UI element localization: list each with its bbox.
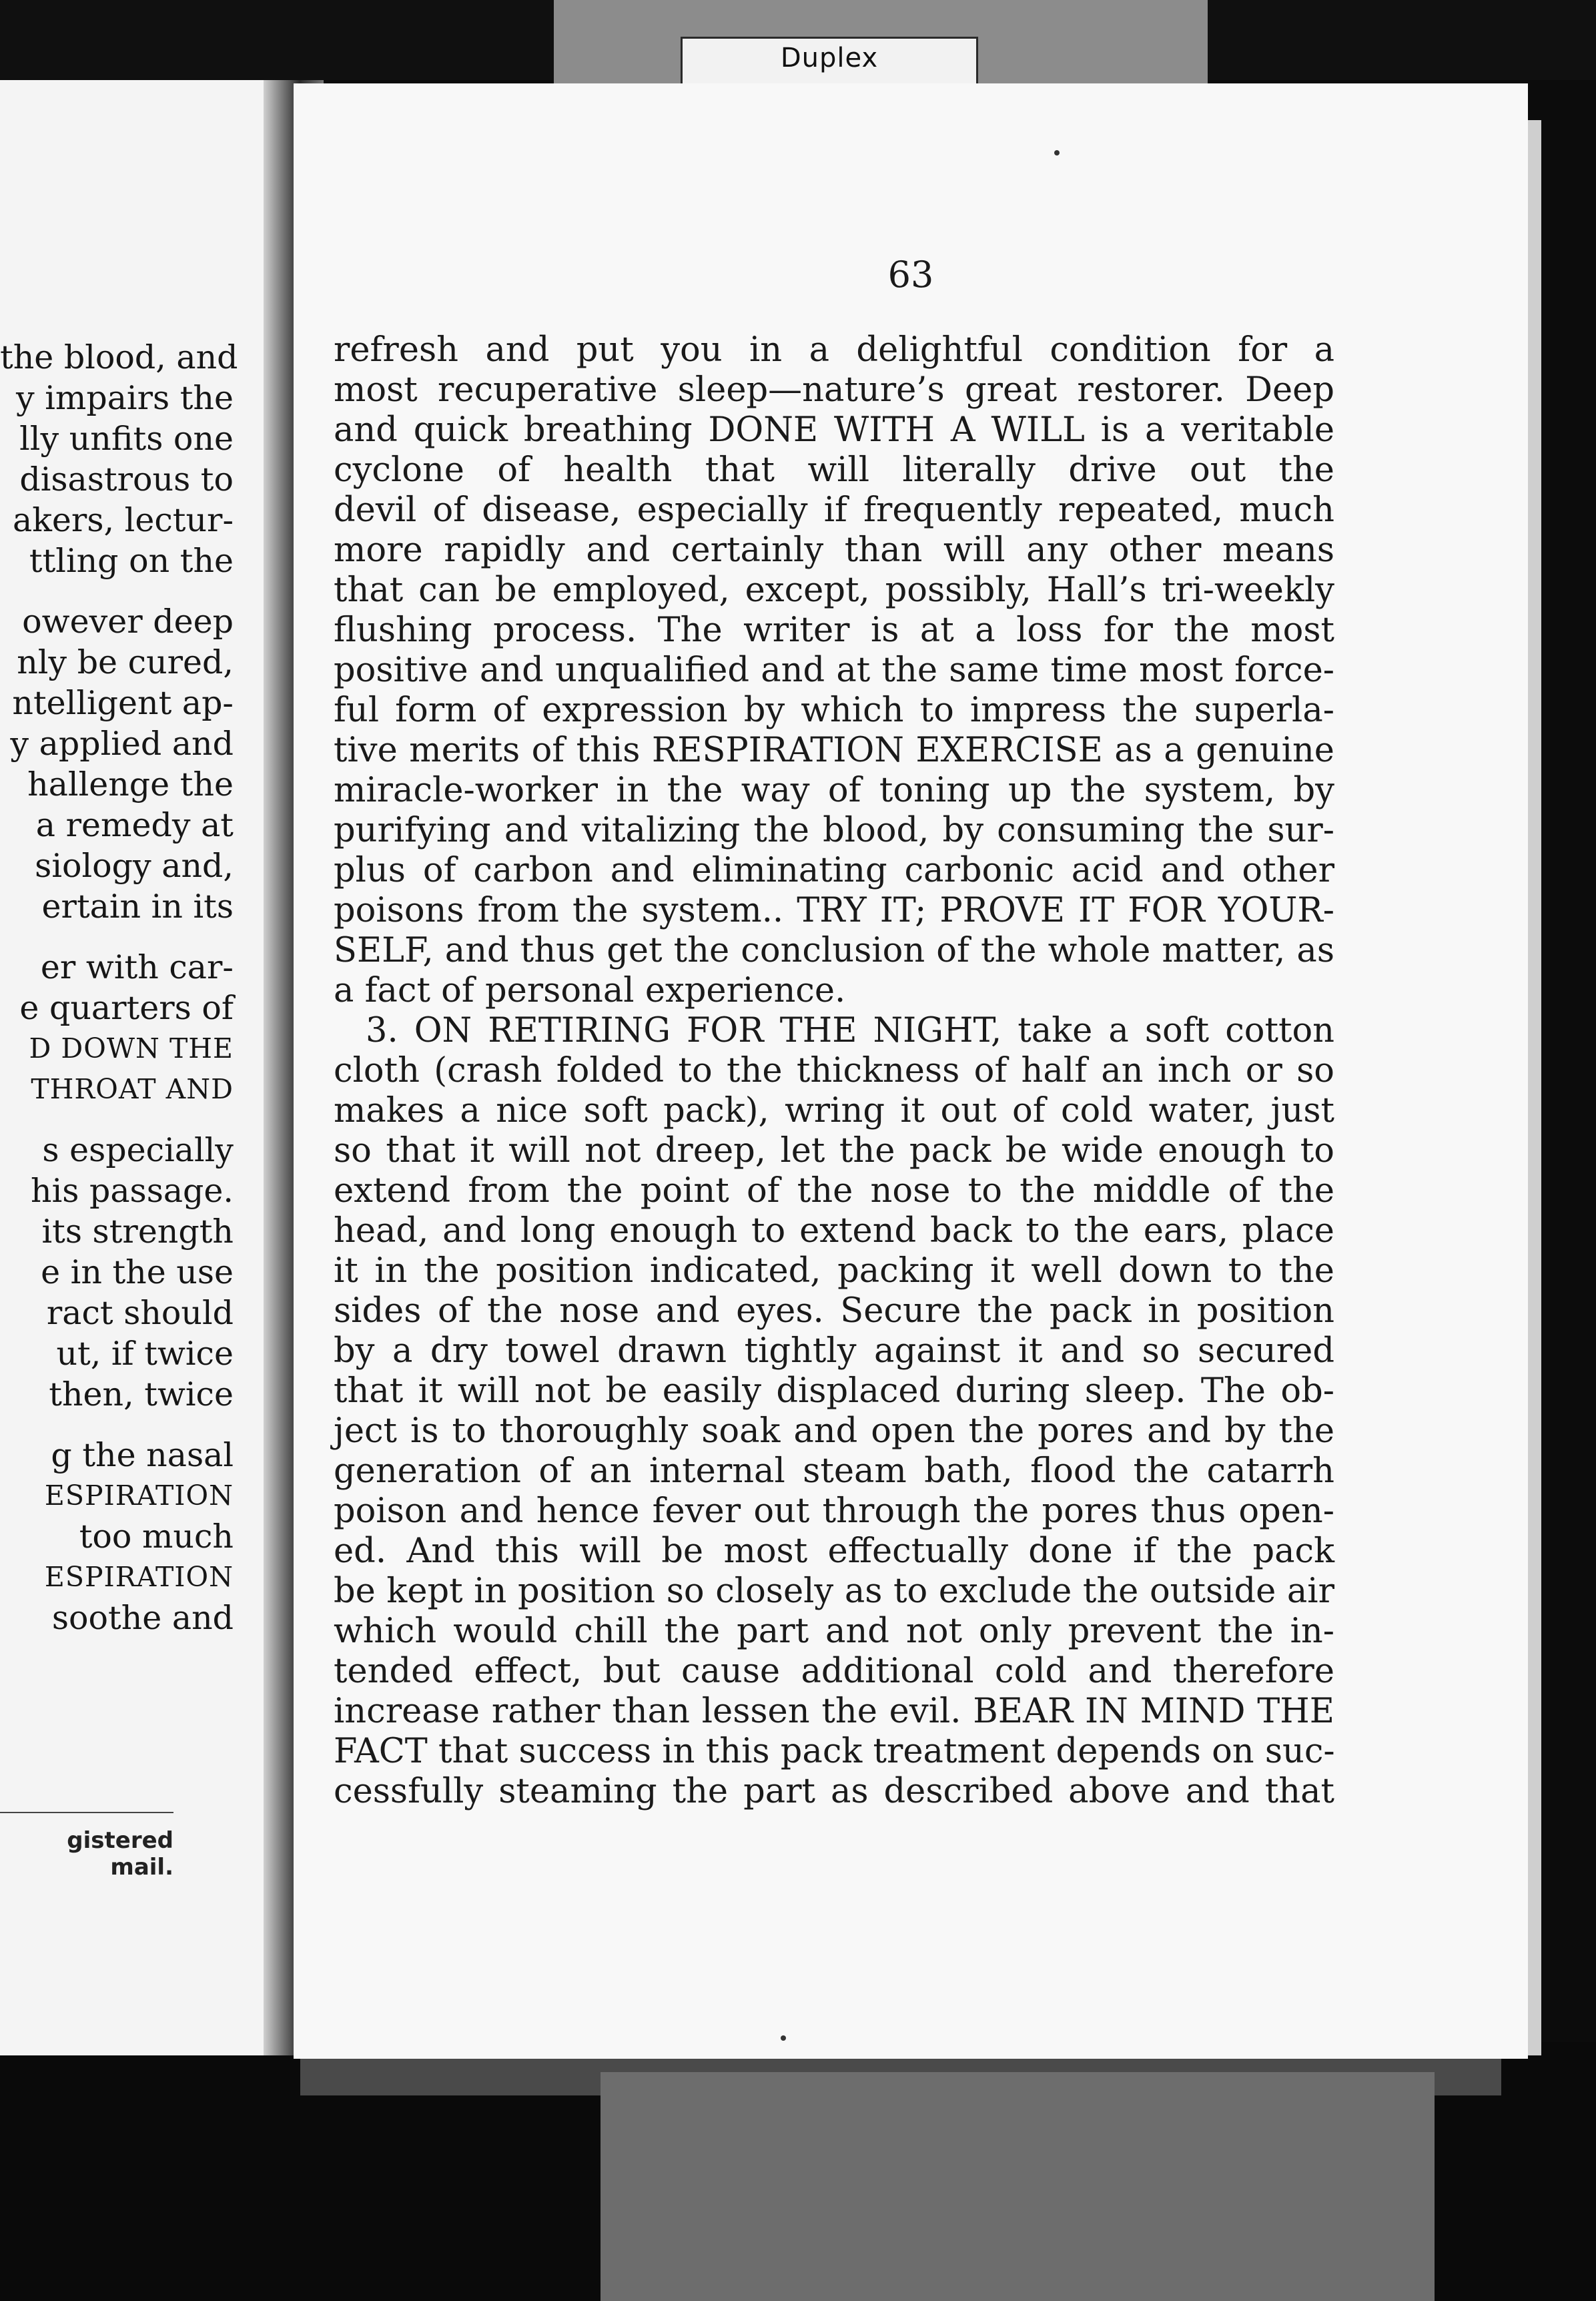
left-line: ertain in its bbox=[41, 888, 234, 926]
duplex-label: Duplex bbox=[780, 43, 879, 73]
text-line: extend from the point of the nose to the middle of the bbox=[334, 1171, 1334, 1211]
left-line: disastrous to bbox=[19, 460, 234, 499]
text-line: and quick breathing DONE WITH A WILL is a veritable bbox=[334, 410, 1334, 450]
left-line: nly be cured, bbox=[17, 643, 234, 681]
text-line: miracle-worker in the way of toning up the system, by bbox=[334, 771, 1334, 810]
text-line: poison and hence fever out through the pores thus open- bbox=[334, 1492, 1334, 1531]
left-line: hallenge the bbox=[27, 765, 234, 803]
text-line: tended effect, but cause additional cold and therefore bbox=[334, 1652, 1334, 1691]
left-line-gap bbox=[0, 927, 234, 947]
text-line: it in the position indicated, packing it well down to the bbox=[334, 1251, 1334, 1291]
dust-speck bbox=[781, 2035, 786, 2041]
left-line: ESPIRATION bbox=[44, 1480, 234, 1512]
left-line: er with car- bbox=[40, 948, 234, 986]
text-line: purifying and vitalizing the blood, by consuming the sur- bbox=[334, 811, 1334, 850]
dust-speck bbox=[1054, 150, 1060, 155]
text-line: so that it will not dreep, let the pack be wide enough to bbox=[334, 1131, 1334, 1171]
text-line: ed. And this will be most effectually done if the pack bbox=[334, 1532, 1334, 1571]
left-line: THROAT AND bbox=[31, 1073, 234, 1105]
text-line: ject is to thoroughly soak and open the pores and by the bbox=[334, 1411, 1334, 1451]
body-text bbox=[334, 330, 1334, 1812]
left-footnote: gistered mail. bbox=[67, 1827, 173, 1881]
left-line: e in the use bbox=[41, 1253, 234, 1291]
book-cover-strip bbox=[601, 2072, 1435, 2301]
left-line: a remedy at bbox=[35, 806, 234, 844]
left-line: siology and, bbox=[35, 847, 234, 885]
text-line: most recuperative sleep—nature’s great restorer. Deep bbox=[334, 370, 1334, 410]
left-line: e quarters of bbox=[19, 989, 234, 1027]
left-line-gap bbox=[0, 1110, 234, 1130]
left-line: ract should bbox=[46, 1294, 234, 1332]
left-line: ut, if twice bbox=[56, 1335, 234, 1373]
footnote-rule bbox=[0, 1812, 173, 1813]
text-line: 3. ON RETIRING FOR THE NIGHT, take a soft cotton bbox=[366, 1011, 1334, 1050]
left-line: ESPIRATION bbox=[44, 1561, 234, 1593]
left-line: ttling on the bbox=[29, 542, 234, 580]
left-line-gap bbox=[0, 1415, 234, 1435]
left-line: then, twice bbox=[49, 1375, 234, 1413]
text-line: sides of the nose and eyes. Secure the pack in position bbox=[334, 1291, 1334, 1331]
left-page-text bbox=[0, 337, 238, 1638]
left-line: y impairs the bbox=[15, 379, 234, 417]
text-line: SELF, and thus get the conclusion of the whole matter, as bbox=[334, 931, 1334, 970]
left-line: owever deep bbox=[22, 603, 234, 641]
left-line: lly unfits one bbox=[19, 420, 234, 458]
left-line-gap bbox=[0, 581, 234, 601]
text-line: generation of an internal steam bath, flood the catarrh bbox=[334, 1451, 1334, 1491]
text-line: increase rather than lessen the evil. BEAR IN MIND THE bbox=[334, 1692, 1334, 1731]
left-line: akers, lectur- bbox=[13, 501, 234, 539]
text-line: tive merits of this RESPIRATION EXERCISE as a genuine bbox=[334, 731, 1334, 770]
text-line: be kept in position so closely as to exclude the outside air bbox=[334, 1572, 1334, 1611]
left-line: s especially bbox=[42, 1131, 234, 1169]
text-line: by a dry towel drawn tightly against it and so secured bbox=[334, 1331, 1334, 1371]
text-line: cyclone of health that will literally drive out the bbox=[334, 450, 1334, 490]
text-line: cloth (crash folded to the thickness of half an inch or so bbox=[334, 1051, 1334, 1090]
text-line: FACT that success in this pack treatment depends on suc- bbox=[334, 1732, 1335, 1771]
text-line: that can be employed, except, possibly, Hall’s tri-weekly bbox=[334, 571, 1334, 610]
text-line: that it will not be easily displaced during sleep. The ob- bbox=[334, 1371, 1334, 1411]
duplex-tab bbox=[681, 37, 978, 86]
text-line: positive and unqualified and at the same time most force- bbox=[334, 651, 1334, 690]
text-line: more rapidly and certainly than will any other means bbox=[334, 531, 1334, 570]
left-line: D DOWN THE bbox=[29, 1032, 234, 1064]
text-line: head, and long enough to extend back to the ears, place bbox=[334, 1211, 1334, 1251]
page-number: 63 bbox=[887, 254, 934, 296]
text-line: ful form of expression by which to impress the superla- bbox=[334, 691, 1334, 730]
text-line: devil of disease, especially if frequently repeated, much bbox=[334, 490, 1334, 530]
left-line: y applied and bbox=[10, 725, 234, 763]
right-page bbox=[294, 83, 1528, 2059]
left-line: too much bbox=[79, 1518, 234, 1556]
left-line: ntelligent ap- bbox=[12, 684, 234, 722]
left-line: its strength bbox=[41, 1213, 234, 1251]
left-line: g the nasal bbox=[51, 1436, 234, 1474]
text-line: cessfully steaming the part as described above and that bbox=[334, 1772, 1334, 1811]
text-line: plus of carbon and eliminating carbonic acid and other bbox=[334, 851, 1334, 890]
text-line: refresh and put you in a delightful condition for a bbox=[334, 330, 1334, 370]
left-line: soothe and bbox=[51, 1599, 234, 1637]
text-line: makes a nice soft pack), wring it out of cold water, just bbox=[334, 1091, 1334, 1130]
text-line: poisons from the system.. TRY IT; PROVE IT FOR YOUR- bbox=[334, 891, 1334, 930]
left-line: the blood, and bbox=[0, 338, 238, 376]
text-line: a fact of personal experience. bbox=[334, 971, 846, 1010]
text-line: flushing process. The writer is at a loss for the most bbox=[334, 611, 1334, 650]
left-line: his passage. bbox=[31, 1172, 234, 1210]
text-line: which would chill the part and not only prevent the in- bbox=[334, 1612, 1334, 1651]
